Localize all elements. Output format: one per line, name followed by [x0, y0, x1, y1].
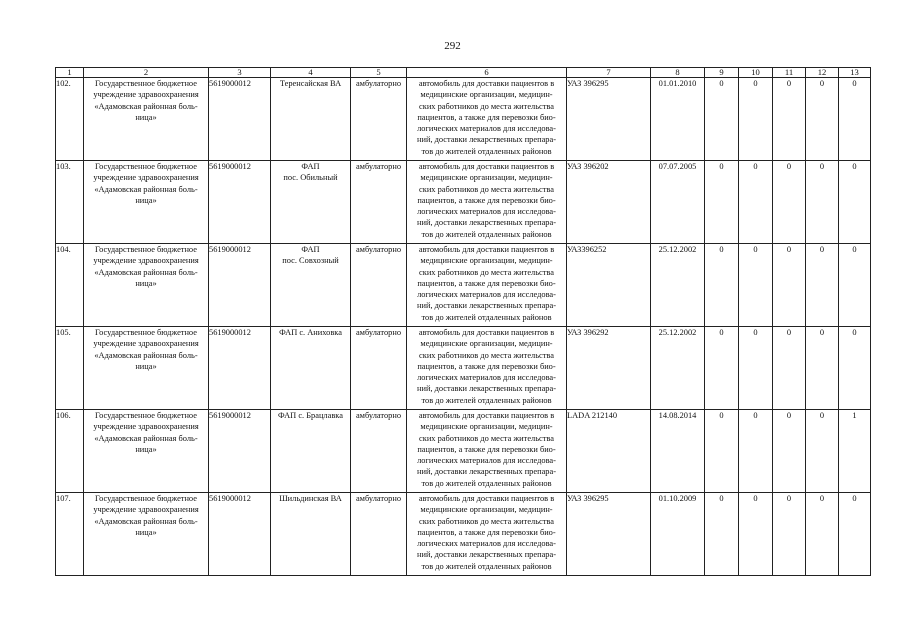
date-cell: 07.07.2005	[651, 161, 705, 244]
institution-line: учреждение здравоохранения	[93, 90, 199, 100]
unit-line: пос. Совхозный	[282, 256, 339, 266]
mode-cell: амбулаторно	[351, 244, 407, 327]
purpose-line: ских работников до места жительства	[419, 267, 554, 277]
institution-line: Государственное бюджетное	[95, 494, 197, 503]
indicator-cell: 0	[773, 410, 806, 493]
indicator-cell: 0	[705, 161, 739, 244]
purpose-line: автомобиль для доставки пациентов в	[418, 494, 555, 503]
column-number: 2	[84, 68, 209, 78]
purpose-line: ских работников до места жительства	[419, 184, 554, 194]
code-cell: 5619000012	[209, 78, 271, 161]
indicator-cell: 0	[773, 161, 806, 244]
purpose-line: ских работников до места жительства	[419, 516, 554, 526]
purpose-line: ний, доставки лекарственных препара-	[417, 301, 556, 311]
column-number-row	[56, 68, 871, 78]
institution-line: ница»	[135, 527, 157, 537]
code-cell: 5619000012	[209, 493, 271, 576]
indicator-cell: 0	[739, 244, 773, 327]
institution-line: учреждение здравоохранения	[93, 422, 199, 432]
purpose-line: логических материалов для исследова-	[417, 207, 556, 217]
purpose-line: тов до жителей отдаленных районов	[421, 229, 552, 239]
date-cell: 01.01.2010	[651, 78, 705, 161]
indicator-cell: 0	[739, 327, 773, 410]
purpose-line: тов до жителей отдаленных районов	[421, 561, 552, 571]
purpose-line: логических материалов для исследова-	[417, 539, 556, 549]
purpose-line: ний, доставки лекарственных препара-	[417, 550, 556, 560]
purpose-line: пациентов, а также для перевозки био-	[417, 195, 556, 205]
purpose-line: тов до жителей отдаленных районов	[421, 312, 552, 322]
indicator-cell: 0	[773, 327, 806, 410]
indicator-cell: 0	[705, 410, 739, 493]
purpose-line: логических материалов для исследова-	[417, 290, 556, 300]
column-number: 5	[351, 68, 407, 78]
indicator-cell: 0	[839, 493, 871, 576]
column-number: 4	[271, 68, 351, 78]
table-row	[56, 161, 871, 244]
vehicle-model-cell: УАЗ 396295	[567, 493, 651, 576]
purpose-line: ний, доставки лекарственных препара-	[417, 218, 556, 228]
purpose-line: медицинские организации, медицин-	[420, 90, 553, 100]
institution-line: ница»	[135, 112, 157, 122]
column-number: 10	[739, 68, 773, 78]
indicator-cell: 0	[773, 244, 806, 327]
purpose-line: ских работников до места жительства	[419, 433, 554, 443]
unit-cell	[271, 327, 351, 410]
unit-line: Теренсайская ВА	[279, 79, 342, 88]
institution-line: «Адамовская районная боль-	[94, 101, 198, 111]
purpose-line: медицинские организации, медицин-	[420, 422, 553, 432]
institution-line: «Адамовская районная боль-	[94, 433, 198, 443]
purpose-cell	[407, 327, 567, 410]
institution-line: «Адамовская районная боль-	[94, 267, 198, 277]
column-number: 6	[407, 68, 567, 78]
mode-cell: амбулаторно	[351, 78, 407, 161]
institution-line: ница»	[135, 195, 157, 205]
institution-line: Государственное бюджетное	[95, 328, 197, 337]
institution-line: учреждение здравоохранения	[93, 256, 199, 266]
column-number: 7	[567, 68, 651, 78]
institution-line: учреждение здравоохранения	[93, 339, 199, 349]
date-cell: 14.08.2014	[651, 410, 705, 493]
mode-cell: амбулаторно	[351, 161, 407, 244]
purpose-line: пациентов, а также для перевозки био-	[417, 278, 556, 288]
indicator-cell: 0	[839, 161, 871, 244]
table-row	[56, 327, 871, 410]
vehicle-table	[55, 67, 871, 576]
row-number: 105.	[56, 327, 84, 410]
indicator-cell: 0	[806, 161, 839, 244]
code-cell: 5619000012	[209, 161, 271, 244]
row-number: 104.	[56, 244, 84, 327]
institution-cell	[84, 493, 209, 576]
table-row	[56, 410, 871, 493]
institution-line: «Адамовская районная боль-	[94, 516, 198, 526]
table-row	[56, 78, 871, 161]
purpose-cell	[407, 493, 567, 576]
unit-line: Шильдинская ВА	[279, 494, 342, 503]
row-number: 106.	[56, 410, 84, 493]
purpose-line: пациентов, а также для перевозки био-	[417, 361, 556, 371]
institution-line: Государственное бюджетное	[95, 162, 197, 171]
unit-line: ФАП с. Брацлавка	[278, 411, 343, 420]
unit-cell	[271, 493, 351, 576]
row-number: 102.	[56, 78, 84, 161]
date-cell: 01.10.2009	[651, 493, 705, 576]
purpose-line: автомобиль для доставки пациентов в	[418, 245, 555, 254]
purpose-line: пациентов, а также для перевозки био-	[417, 112, 556, 122]
institution-line: учреждение здравоохранения	[93, 505, 199, 515]
purpose-line: медицинские организации, медицин-	[420, 256, 553, 266]
purpose-line: логических материалов для исследова-	[417, 456, 556, 466]
purpose-line: тов до жителей отдаленных районов	[421, 395, 552, 405]
indicator-cell: 1	[839, 410, 871, 493]
institution-line: учреждение здравоохранения	[93, 173, 199, 183]
unit-cell	[271, 78, 351, 161]
purpose-cell	[407, 244, 567, 327]
indicator-cell: 0	[773, 493, 806, 576]
mode-cell: амбулаторно	[351, 493, 407, 576]
purpose-line: пациентов, а также для перевозки био-	[417, 444, 556, 454]
column-number: 13	[839, 68, 871, 78]
institution-line: Государственное бюджетное	[95, 245, 197, 254]
indicator-cell: 0	[739, 161, 773, 244]
purpose-line: логических материалов для исследова-	[417, 124, 556, 134]
purpose-cell	[407, 410, 567, 493]
vehicle-model-cell: УАЗ 396295	[567, 78, 651, 161]
institution-line: ница»	[135, 361, 157, 371]
unit-cell	[271, 410, 351, 493]
indicator-cell: 0	[806, 327, 839, 410]
indicator-cell: 0	[739, 78, 773, 161]
indicator-cell: 0	[739, 410, 773, 493]
purpose-line: логических материалов для исследова-	[417, 373, 556, 383]
purpose-line: автомобиль для доставки пациентов в	[418, 328, 555, 337]
page-number: 292	[444, 40, 461, 52]
purpose-line: медицинские организации, медицин-	[420, 505, 553, 515]
mode-cell: амбулаторно	[351, 327, 407, 410]
unit-line: ФАП	[301, 162, 320, 171]
table-body	[56, 68, 871, 576]
purpose-line: тов до жителей отдаленных районов	[421, 478, 552, 488]
row-number: 107.	[56, 493, 84, 576]
indicator-cell: 0	[773, 78, 806, 161]
institution-line: «Адамовская районная боль-	[94, 184, 198, 194]
table-row	[56, 244, 871, 327]
purpose-line: тов до жителей отдаленных районов	[421, 146, 552, 156]
purpose-cell	[407, 161, 567, 244]
purpose-line: медицинские организации, медицин-	[420, 339, 553, 349]
purpose-line: ний, доставки лекарственных препара-	[417, 384, 556, 394]
unit-line: ФАП с. Аниховка	[279, 328, 342, 337]
purpose-line: ний, доставки лекарственных препара-	[417, 135, 556, 145]
purpose-line: ний, доставки лекарственных препара-	[417, 467, 556, 477]
code-cell: 5619000012	[209, 244, 271, 327]
purpose-cell	[407, 78, 567, 161]
unit-cell	[271, 244, 351, 327]
purpose-line: ских работников до места жительства	[419, 101, 554, 111]
institution-line: Государственное бюджетное	[95, 411, 197, 420]
unit-line: ФАП	[301, 245, 320, 254]
institution-cell	[84, 410, 209, 493]
indicator-cell: 0	[705, 244, 739, 327]
purpose-line: автомобиль для доставки пациентов в	[418, 79, 555, 88]
institution-cell	[84, 78, 209, 161]
date-cell: 25.12.2002	[651, 327, 705, 410]
code-cell: 5619000012	[209, 410, 271, 493]
indicator-cell: 0	[806, 78, 839, 161]
purpose-line: медицинские организации, медицин-	[420, 173, 553, 183]
institution-cell	[84, 327, 209, 410]
institution-line: ница»	[135, 278, 157, 288]
vehicle-model-cell: УАЗ396252	[567, 244, 651, 327]
unit-line: пос. Обильный	[283, 173, 338, 183]
code-cell: 5619000012	[209, 327, 271, 410]
purpose-line: автомобиль для доставки пациентов в	[418, 162, 555, 171]
column-number: 9	[705, 68, 739, 78]
purpose-line: ских работников до места жительства	[419, 350, 554, 360]
table-row	[56, 493, 871, 576]
row-number: 103.	[56, 161, 84, 244]
indicator-cell: 0	[839, 78, 871, 161]
vehicle-model-cell: LADA 212140	[567, 410, 651, 493]
column-number: 1	[56, 68, 84, 78]
indicator-cell: 0	[705, 493, 739, 576]
indicator-cell: 0	[806, 410, 839, 493]
mode-cell: амбулаторно	[351, 410, 407, 493]
institution-line: «Адамовская районная боль-	[94, 350, 198, 360]
column-number: 12	[806, 68, 839, 78]
indicator-cell: 0	[806, 493, 839, 576]
vehicle-model-cell: УАЗ 396202	[567, 161, 651, 244]
indicator-cell: 0	[705, 327, 739, 410]
column-number: 11	[773, 68, 806, 78]
institution-cell	[84, 161, 209, 244]
date-cell: 25.12.2002	[651, 244, 705, 327]
purpose-line: пациентов, а также для перевозки био-	[417, 527, 556, 537]
institution-cell	[84, 244, 209, 327]
institution-line: ница»	[135, 444, 157, 454]
institution-line: Государственное бюджетное	[95, 79, 197, 88]
column-number: 3	[209, 68, 271, 78]
indicator-cell: 0	[839, 244, 871, 327]
indicator-cell: 0	[705, 78, 739, 161]
indicator-cell: 0	[839, 327, 871, 410]
vehicle-model-cell: УАЗ 396292	[567, 327, 651, 410]
indicator-cell: 0	[739, 493, 773, 576]
unit-cell	[271, 161, 351, 244]
indicator-cell: 0	[806, 244, 839, 327]
column-number: 8	[651, 68, 705, 78]
purpose-line: автомобиль для доставки пациентов в	[418, 411, 555, 420]
